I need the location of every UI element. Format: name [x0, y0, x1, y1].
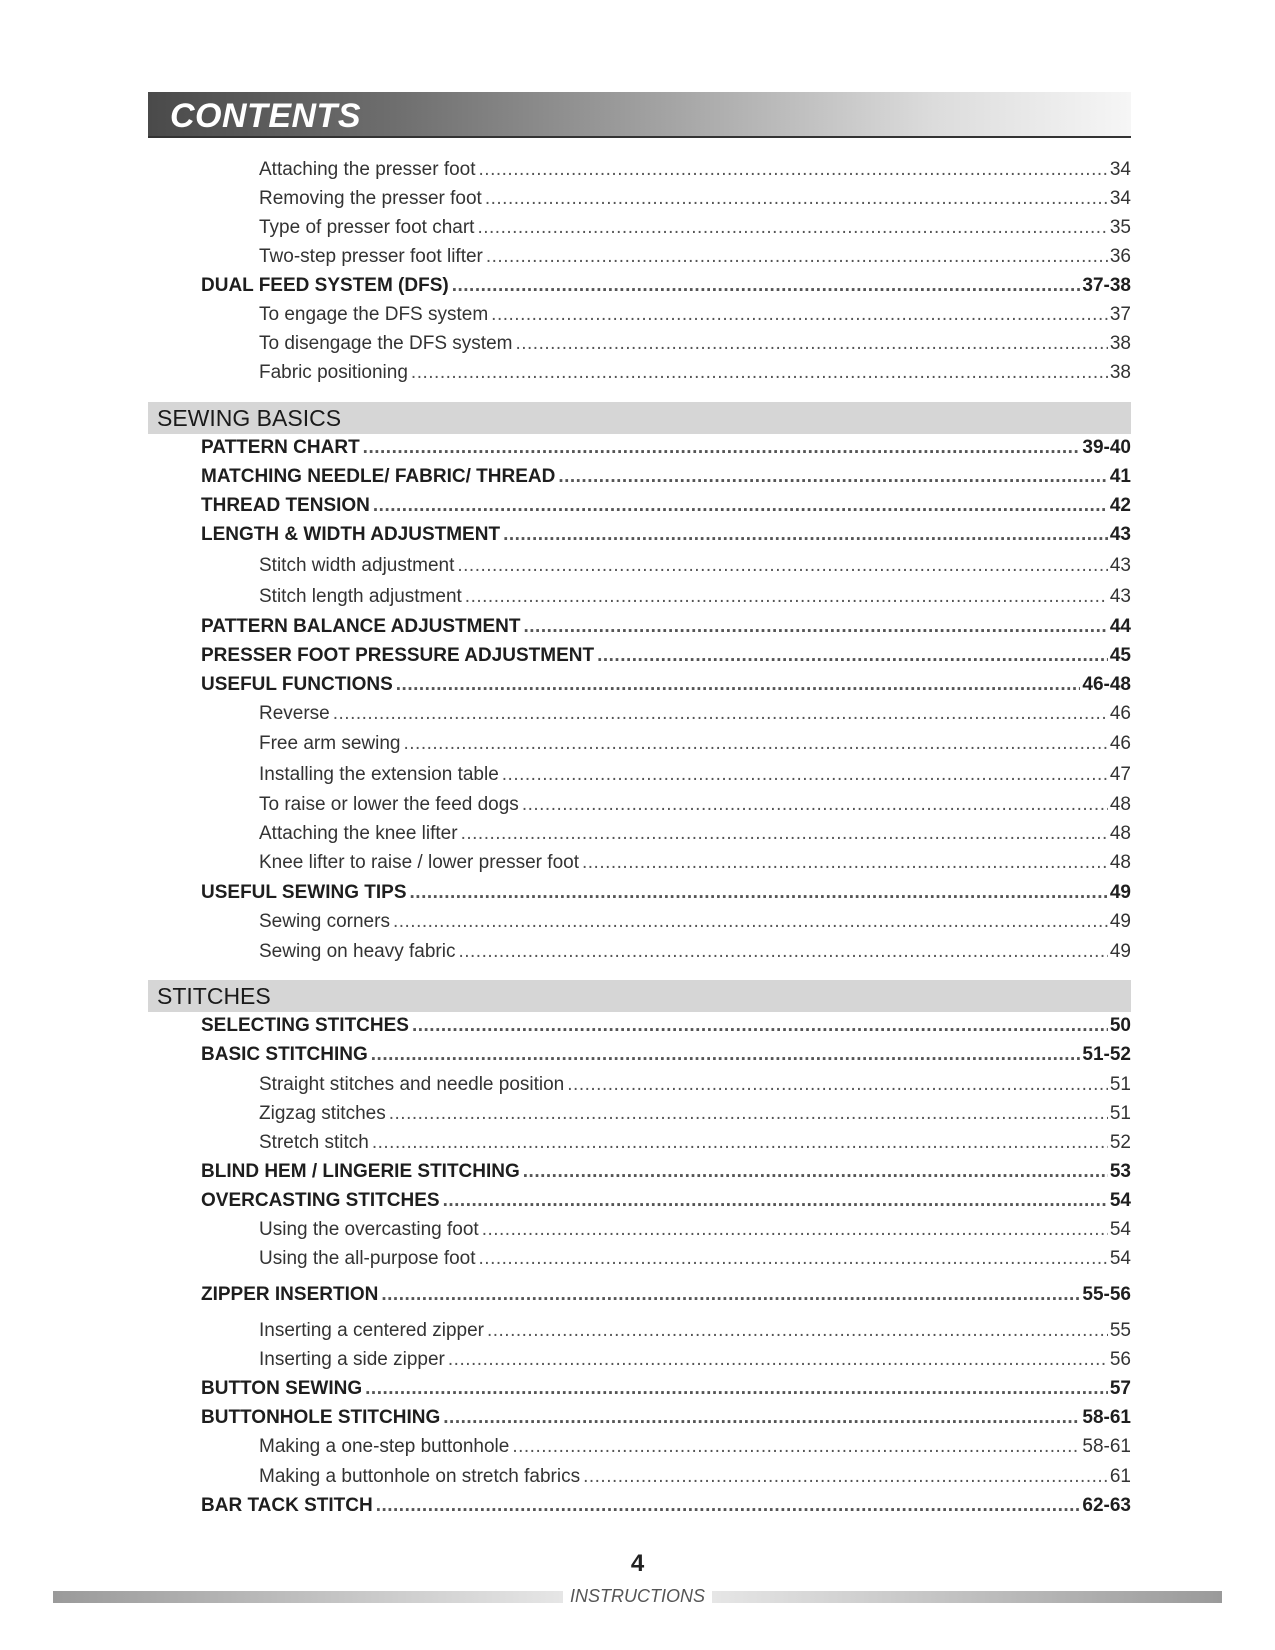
toc-entry-side-zipper[interactable]: [259, 1349, 1131, 1371]
dot-leader: [479, 1248, 1108, 1270]
toc-entry-page: 43: [1109, 555, 1131, 576]
toc-entry-buttonhole-stitching[interactable]: [201, 1407, 1131, 1429]
toc-entry-label: MATCHING NEEDLE/ FABRIC/ THREAD: [201, 466, 556, 487]
toc-entry-label: Sewing on heavy fabric: [259, 941, 456, 962]
dot-leader: [465, 586, 1108, 608]
dot-leader: [443, 1407, 1080, 1429]
toc-entry-label: BUTTON SEWING: [201, 1378, 363, 1399]
toc-entry-page: 37: [1109, 304, 1131, 325]
toc-entry-page: 51-52: [1082, 1044, 1131, 1065]
dot-leader: [485, 188, 1108, 210]
toc-entry-fabric-positioning[interactable]: [259, 362, 1131, 384]
dot-leader: [486, 246, 1108, 268]
toc-entry-page: 45: [1109, 645, 1131, 666]
dot-leader: [458, 941, 1107, 963]
dot-leader: [482, 1219, 1108, 1241]
toc-entry-buttonhole-stretch[interactable]: [259, 1466, 1131, 1488]
toc-entry-page: 44: [1109, 616, 1131, 637]
toc-entry-label: Removing the presser foot: [259, 188, 482, 209]
dot-leader: [583, 1466, 1108, 1488]
dot-leader: [523, 616, 1107, 638]
toc-entry-knee-lifter-raise[interactable]: [259, 852, 1131, 874]
toc-entry-page: 61: [1109, 1466, 1131, 1487]
toc-entry-presser-foot-chart[interactable]: [259, 217, 1131, 239]
toc-entry-page: 42: [1109, 495, 1131, 516]
toc-entry-label: Sewing corners: [259, 911, 390, 932]
dot-leader: [448, 1349, 1108, 1371]
dot-leader: [558, 466, 1108, 488]
toc-entry-label: Free arm sewing: [259, 733, 401, 754]
toc-entry-label: Fabric positioning: [259, 362, 408, 383]
dot-leader: [373, 495, 1108, 517]
toc-entry-zigzag-stitches[interactable]: [259, 1103, 1131, 1125]
toc-entry-page: 49: [1109, 941, 1131, 962]
dot-leader: [477, 217, 1107, 239]
toc-entry-page: 35: [1109, 217, 1131, 238]
toc-entry-overcasting-foot[interactable]: [259, 1219, 1131, 1241]
toc-entry-page: 58-61: [1082, 1436, 1131, 1457]
toc-entry-label: To engage the DFS system: [259, 304, 489, 325]
toc-entry-extension-table[interactable]: [259, 764, 1131, 786]
dot-leader: [393, 911, 1108, 933]
toc-entry-label: USEFUL FUNCTIONS: [201, 674, 393, 695]
dot-leader: [381, 1284, 1080, 1306]
toc-entry-reverse[interactable]: [259, 703, 1131, 725]
toc-entry-page: 57: [1109, 1378, 1131, 1399]
toc-entry-label: Straight stitches and needle position: [259, 1074, 565, 1095]
dot-leader: [404, 733, 1108, 755]
toc-entry-page: 55-56: [1082, 1284, 1131, 1305]
dot-leader: [523, 1161, 1108, 1183]
toc-entry-button-sewing[interactable]: [201, 1378, 1131, 1400]
toc-entry-page: 43: [1109, 586, 1131, 607]
toc-entry-basic-stitching[interactable]: [201, 1044, 1131, 1066]
toc-entry-page: 48: [1109, 823, 1131, 844]
toc-entry-page: 36: [1109, 246, 1131, 267]
toc-entry-page: 46: [1109, 703, 1131, 724]
toc-entry-label: OVERCASTING STITCHES: [201, 1190, 440, 1211]
toc-entry-pattern-chart[interactable]: [201, 437, 1131, 459]
footer-label: INSTRUCTIONS: [570, 1586, 705, 1606]
toc-entry-page: 34: [1109, 188, 1131, 209]
toc-entry-page: 48: [1109, 794, 1131, 815]
toc-entry-label: Making a buttonhole on stretch fabrics: [259, 1466, 581, 1487]
toc-entry-page: 46: [1109, 733, 1131, 754]
toc-entry-pattern-balance[interactable]: [201, 616, 1131, 638]
toc-entry-label: Type of presser foot chart: [259, 217, 475, 238]
toc-entry-sewing-corners[interactable]: [259, 911, 1131, 933]
toc-entry-bar-tack[interactable]: [201, 1495, 1131, 1517]
toc-entry-label: SELECTING STITCHES: [201, 1015, 409, 1036]
toc-entry-label: BLIND HEM / LINGERIE STITCHING: [201, 1161, 520, 1182]
toc-entry-page: 47: [1109, 764, 1131, 785]
toc-entry-page: 53: [1109, 1161, 1131, 1182]
toc-entry-label: Zigzag stitches: [259, 1103, 386, 1124]
toc-entry-label: BUTTONHOLE STITCHING: [201, 1407, 441, 1428]
dot-leader: [502, 764, 1108, 786]
dot-leader: [376, 1495, 1081, 1517]
toc-entry-page: 62-63: [1082, 1495, 1131, 1516]
toc-entry-overcasting[interactable]: [201, 1190, 1131, 1212]
contents-header-bar: [148, 92, 1131, 138]
toc-entry-useful-functions[interactable]: [201, 674, 1131, 696]
dot-leader: [479, 159, 1108, 181]
dot-leader: [582, 852, 1108, 874]
toc-entry-label: Inserting a centered zipper: [259, 1320, 484, 1341]
toc-entry-label: Installing the extension table: [259, 764, 499, 785]
dot-leader: [457, 555, 1107, 577]
dot-leader: [363, 437, 1081, 459]
toc-entry-disengage-dfs[interactable]: [259, 333, 1131, 355]
dot-leader: [372, 1132, 1108, 1154]
toc-entry-free-arm[interactable]: [259, 733, 1131, 755]
toc-entry-page: 50: [1109, 1015, 1131, 1036]
toc-entry-presser-foot-pressure[interactable]: [201, 645, 1131, 667]
dot-leader: [567, 1074, 1108, 1096]
toc-entry-label: Two-step presser foot lifter: [259, 246, 483, 267]
toc-entry-page: 54: [1109, 1248, 1131, 1269]
toc-entry-page: 39-40: [1082, 437, 1131, 458]
toc-entry-label: Using the all-purpose foot: [259, 1248, 476, 1269]
toc-entry-page: 54: [1109, 1219, 1131, 1240]
toc-entry-heavy-fabric[interactable]: [259, 941, 1131, 963]
dot-leader: [443, 1190, 1108, 1212]
dot-leader: [515, 333, 1107, 355]
section-title: SEWING BASICS: [157, 405, 342, 431]
toc-entry-label: Attaching the knee lifter: [259, 823, 458, 844]
toc-entry-knee-lifter[interactable]: [259, 823, 1131, 845]
toc-entry-feed-dogs[interactable]: [259, 794, 1131, 816]
toc-entry-label: Attaching the presser foot: [259, 159, 476, 180]
toc-entry-page: 49: [1109, 882, 1131, 903]
dot-leader: [452, 275, 1081, 297]
page-number: 4: [630, 1550, 645, 1577]
toc-entry-removing-presser-foot[interactable]: [259, 188, 1131, 210]
dot-leader: [461, 823, 1108, 845]
toc-entry-zipper-insertion[interactable]: [201, 1284, 1131, 1306]
toc-entry-label: PATTERN CHART: [201, 437, 360, 458]
dot-leader: [512, 1436, 1080, 1458]
toc-entry-label: To disengage the DFS system: [259, 333, 513, 354]
section-header-stitches: [148, 980, 1131, 1012]
toc-entry-stitch-width[interactable]: [259, 555, 1131, 577]
toc-entry-page: 56: [1109, 1349, 1131, 1370]
dot-leader: [365, 1378, 1108, 1400]
toc-entry-all-purpose-foot[interactable]: [259, 1248, 1131, 1270]
toc-entry-engage-dfs[interactable]: [259, 304, 1131, 326]
toc-entry-page: 52: [1109, 1132, 1131, 1153]
toc-entry-label: PATTERN BALANCE ADJUSTMENT: [201, 616, 521, 637]
dot-leader: [371, 1044, 1081, 1066]
toc-entry-page: 41: [1109, 466, 1131, 487]
dot-leader: [597, 645, 1108, 667]
toc-entry-page: 37-38: [1082, 275, 1131, 296]
toc-entry-label: Stitch width adjustment: [259, 555, 455, 576]
toc-entry-label: USEFUL SEWING TIPS: [201, 882, 407, 903]
toc-entry-page: 34: [1109, 159, 1131, 180]
dot-leader: [487, 1320, 1108, 1342]
toc-entry-dual-feed-system[interactable]: [201, 275, 1131, 297]
toc-entry-page: 43: [1109, 524, 1131, 545]
toc-entry-label: BAR TACK STITCH: [201, 1495, 373, 1516]
toc-entry-label: DUAL FEED SYSTEM (DFS): [201, 275, 449, 296]
toc-entry-label: Stitch length adjustment: [259, 586, 462, 607]
toc-entry-label: Knee lifter to raise / lower presser foot: [259, 852, 579, 873]
toc-entry-label: Making a one-step buttonhole: [259, 1436, 510, 1457]
toc-entry-page: 48: [1109, 852, 1131, 873]
toc-entry-selecting-stitches[interactable]: [201, 1015, 1131, 1037]
toc-entry-page: 51: [1109, 1074, 1131, 1095]
toc-entry-page: 51: [1109, 1103, 1131, 1124]
toc-entry-label: BASIC STITCHING: [201, 1044, 368, 1065]
dot-leader: [412, 1015, 1108, 1037]
toc-entry-thread-tension[interactable]: [201, 495, 1131, 517]
dot-leader: [411, 362, 1108, 384]
toc-entry-page: 46-48: [1082, 674, 1131, 695]
dot-leader: [491, 304, 1108, 326]
toc-entry-label: Inserting a side zipper: [259, 1349, 445, 1370]
toc-entry-stitch-length[interactable]: [259, 586, 1131, 608]
toc-entry-label: THREAD TENSION: [201, 495, 370, 516]
dot-leader: [389, 1103, 1108, 1125]
section-title: STITCHES: [157, 983, 271, 1009]
toc-entry-length-width[interactable]: [201, 524, 1131, 546]
dot-leader: [522, 794, 1108, 816]
toc-entry-page: 55: [1109, 1320, 1131, 1341]
dot-leader: [410, 882, 1108, 904]
toc-entry-label: Reverse: [259, 703, 330, 724]
toc-entry-attaching-presser-foot[interactable]: [259, 159, 1131, 181]
toc-entry-label: PRESSER FOOT PRESSURE ADJUSTMENT: [201, 645, 595, 666]
toc-entry-page: 58-61: [1082, 1407, 1131, 1428]
toc-entry-matching-needle[interactable]: [201, 466, 1131, 488]
toc-entry-one-step-buttonhole[interactable]: [259, 1436, 1131, 1458]
toc-entry-page: 49: [1109, 911, 1131, 932]
toc-entry-label: Using the overcasting foot: [259, 1219, 479, 1240]
toc-entry-label: LENGTH & WIDTH ADJUSTMENT: [201, 524, 501, 545]
toc-entry-page: 54: [1109, 1190, 1131, 1211]
dot-leader: [396, 674, 1081, 696]
toc-entry-page: 38: [1109, 362, 1131, 383]
dot-leader: [333, 703, 1108, 725]
toc-entry-label: Stretch stitch: [259, 1132, 369, 1153]
toc-entry-centered-zipper[interactable]: [259, 1320, 1131, 1342]
page-title: CONTENTS: [170, 97, 361, 135]
toc-entry-label: To raise or lower the feed dogs: [259, 794, 519, 815]
toc-entry-useful-sewing-tips[interactable]: [201, 882, 1131, 904]
toc-entry-straight-stitches[interactable]: [259, 1074, 1131, 1096]
dot-leader: [503, 524, 1108, 546]
section-header-sewing-basics: [148, 402, 1131, 434]
toc-entry-page: 38: [1109, 333, 1131, 354]
toc-entry-stretch-stitch[interactable]: [259, 1132, 1131, 1154]
toc-entry-blind-hem[interactable]: [201, 1161, 1131, 1183]
toc-entry-two-step-lifter[interactable]: [259, 246, 1131, 268]
toc-entry-label: ZIPPER INSERTION: [201, 1284, 379, 1305]
